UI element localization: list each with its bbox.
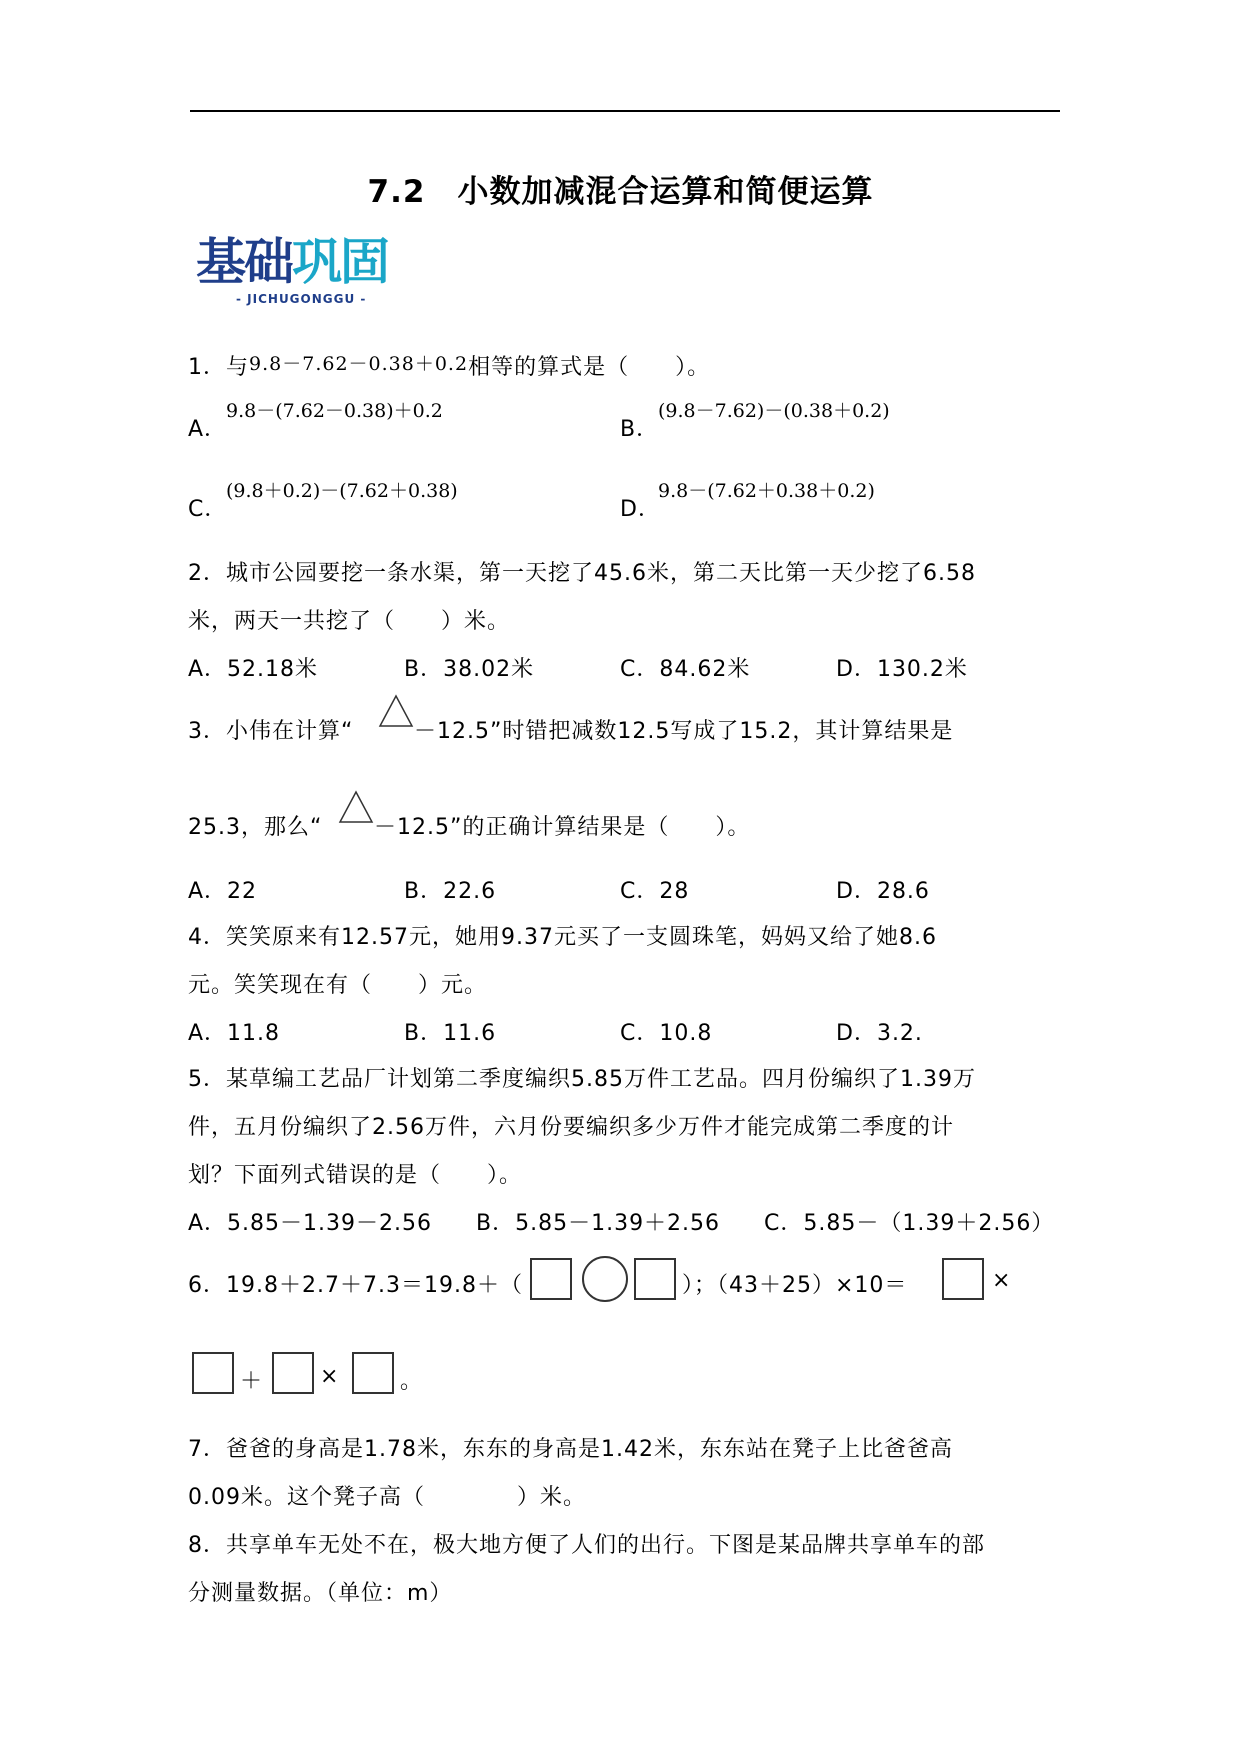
- q5-opt-b: B．5.85－1.39＋2.56: [476, 1211, 721, 1236]
- q2-opt-d: D．130.2米: [836, 657, 968, 682]
- q2-opt-c: C．84.62米: [620, 657, 751, 682]
- q1-opt-c-expr: (9.8＋0.2)－(7.62＋0.38): [226, 480, 458, 502]
- q5-line3: 划？下面列式错误的是（ ）。: [188, 1163, 523, 1188]
- q3-opt-b: B．22.6: [404, 879, 497, 904]
- q5-opt-a: A．5.85－1.39－2.56: [188, 1211, 433, 1236]
- q1-opt-b-expr: (9.8－7.62)－(0.38＋0.2): [658, 400, 890, 422]
- answer-box: [530, 1258, 572, 1300]
- q3-line2b: －12.5”的正确计算结果是（ ）。: [374, 815, 751, 840]
- q4-opt-c: C．10.8: [620, 1021, 713, 1046]
- q5-line2: 件，五月份编织了2.56万件，六月份要编织多少万件才能完成第二季度的计: [188, 1115, 954, 1140]
- q1-opt-d-label: D．: [620, 497, 661, 522]
- q6-part-d: ＋: [240, 1369, 264, 1394]
- q2-opt-a: A．52.18米: [188, 657, 319, 682]
- answer-box: [634, 1258, 676, 1300]
- q3-line2a: 25.3，那么“: [188, 815, 323, 840]
- q4-opt-b: B．11.6: [404, 1021, 497, 1046]
- q6-part-b: ）；（43＋25）×10＝: [682, 1273, 908, 1298]
- q5-line1: 5．某草编工艺品厂计划第二季度编织5.85万件工艺品。四月份编织了1.39万: [188, 1067, 976, 1092]
- q1-opt-d-expr: 9.8－(7.62＋0.38＋0.2): [658, 480, 875, 502]
- q1-opt-b-label: B．: [620, 417, 660, 442]
- q7-line1: 7．爸爸的身高是1.78米，东东的身高是1.42米，东东站在凳子上比爸爸高: [188, 1437, 953, 1462]
- answer-box: [192, 1352, 234, 1394]
- q4-line1: 4．笑笑原来有12.57元，她用9.37元买了一支圆珠笔，妈妈又给了她8.6: [188, 925, 937, 950]
- q6-part-e: ×: [320, 1364, 340, 1389]
- q1-num: 1．: [188, 355, 226, 380]
- q2-opt-b: B．38.02米: [404, 657, 535, 682]
- answer-box: [272, 1352, 314, 1394]
- q3-opt-d: D．28.6: [836, 879, 930, 904]
- q6-part-a: 6．19.8＋2.7＋7.3＝19.8＋（: [188, 1273, 523, 1298]
- q4-opt-d: D．3.2.: [836, 1021, 923, 1046]
- q6-part-f: 。: [400, 1369, 424, 1394]
- page-title: 7.2 小数加减混合运算和简便运算: [367, 174, 874, 210]
- q8-line1: 8．共享单车无处不在，极大地方便了人们的出行。下图是某品牌共享单车的部: [188, 1533, 985, 1558]
- q4-line2: 元。笑笑现在有（ ）元。: [188, 973, 488, 998]
- triangle-icon: [378, 694, 414, 728]
- section-logo: [196, 232, 416, 304]
- q8-line2: 分测量数据。（单位：m）: [188, 1581, 453, 1606]
- q2-line2: 米，两天一共挖了（ ）米。: [188, 609, 511, 634]
- header-rule: [190, 110, 1060, 112]
- q3-line1a: 3．小伟在计算“: [188, 719, 354, 744]
- answer-box: [352, 1352, 394, 1394]
- q6-part-c: ×: [992, 1268, 1012, 1293]
- q1-opt-a-label: A．: [188, 417, 228, 442]
- logo-subtitle: - JICHUGONGGU -: [236, 292, 367, 306]
- q3-line1b: －12.5”时错把减数12.5写成了15.2，其计算结果是: [414, 719, 954, 744]
- logo-text-light: 巩固: [292, 233, 388, 291]
- q3-opt-c: C．28: [620, 879, 690, 904]
- q4-opt-a: A．11.8: [188, 1021, 281, 1046]
- q1-post: 相等的算式是（ ）。: [468, 355, 711, 380]
- q1-opt-a-expr: 9.8－(7.62－0.38)＋0.2: [226, 400, 443, 422]
- triangle-icon: [338, 790, 374, 824]
- operator-circle: [582, 1256, 628, 1302]
- q3-opt-a: A．22: [188, 879, 258, 904]
- q7-line2: 0.09米。这个凳子高（ ）米。: [188, 1485, 586, 1510]
- q1-pre: 与: [226, 355, 250, 380]
- q2-line1: 2．城市公园要挖一条水渠，第一天挖了45.6米，第二天比第一天少挖了6.58: [188, 561, 976, 586]
- q1-expr: 9.8－7.62－0.38＋0.2: [249, 353, 469, 375]
- q1-opt-c-label: C．: [188, 497, 228, 522]
- q1-text: [188, 350, 710, 381]
- logo-text-dark: 基础: [196, 233, 292, 291]
- answer-box: [942, 1258, 984, 1300]
- q5-opt-c: C．5.85－（1.39＋2.56）: [764, 1211, 1055, 1236]
